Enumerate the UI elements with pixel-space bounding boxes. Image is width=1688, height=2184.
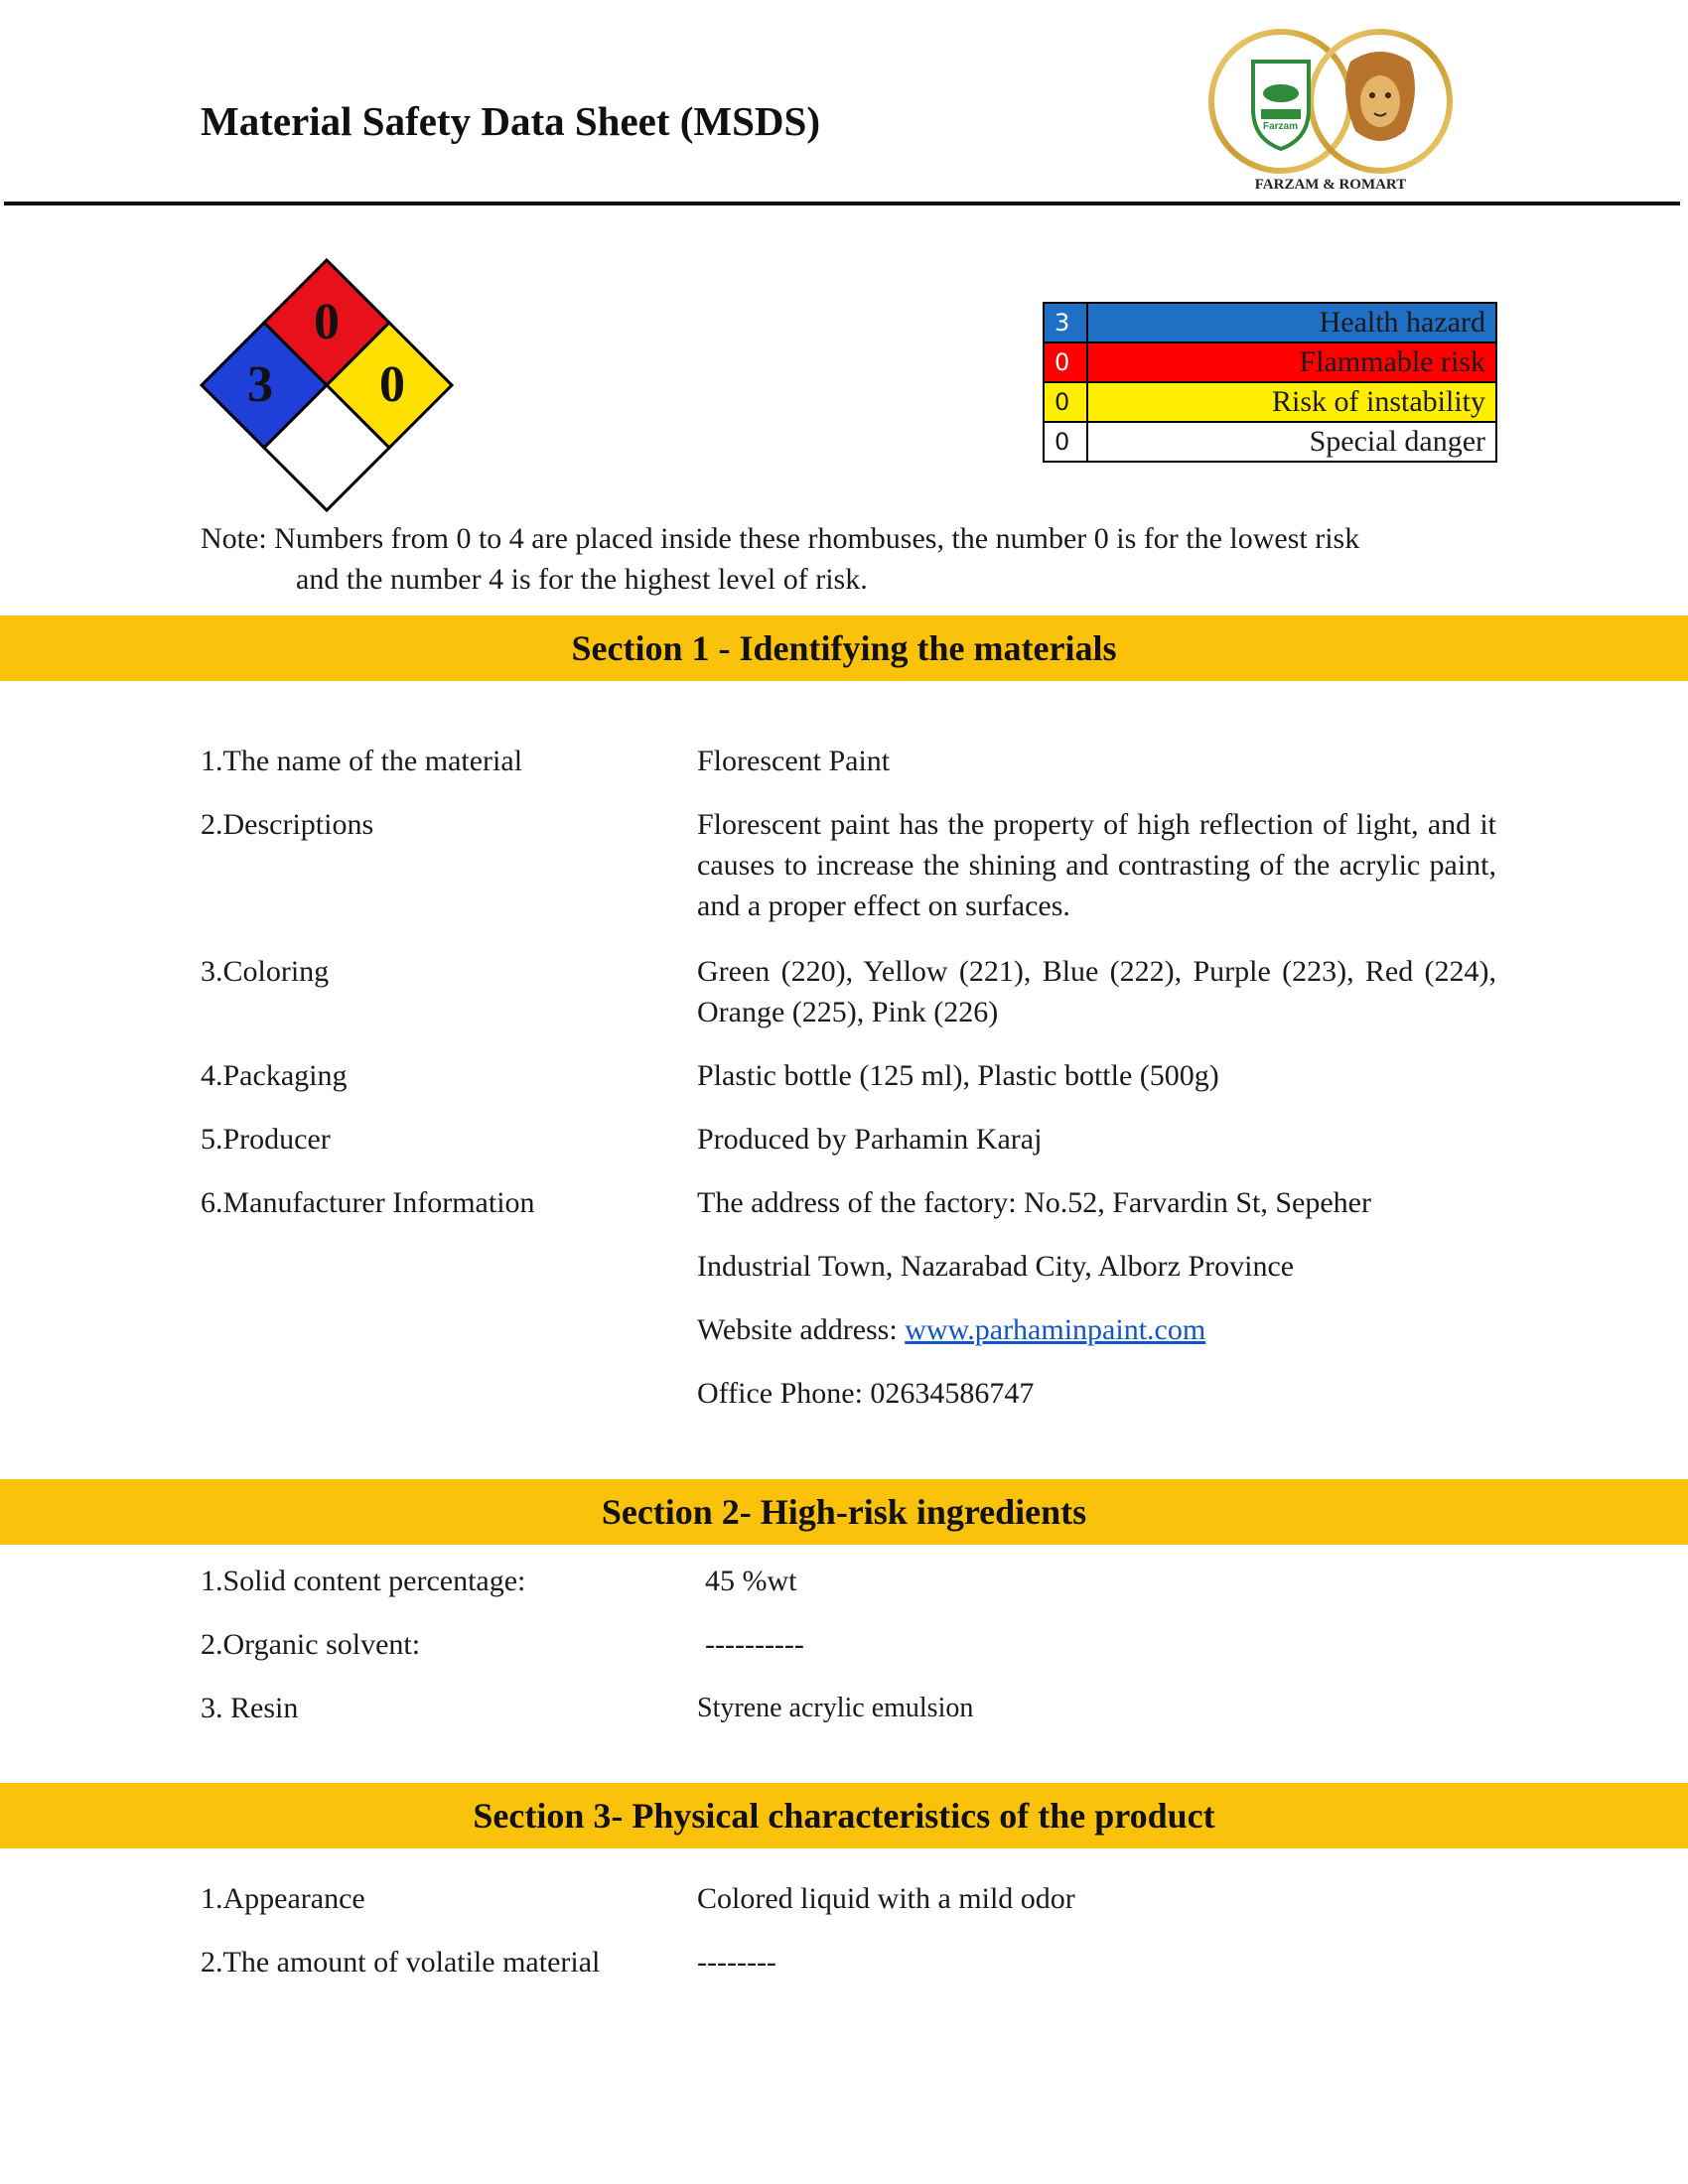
legend-value: 0 (1044, 342, 1087, 382)
legend-value: 0 (1044, 382, 1087, 422)
document-title: Material Safety Data Sheet (MSDS) (201, 98, 820, 144)
field-value: ---------- (705, 1628, 804, 1661)
field-value: Produced by Parhamin Karaj (697, 1123, 1043, 1156)
legend-row-special (1044, 422, 1496, 462)
website-field (697, 1309, 1496, 1350)
legend-value: 0 (1044, 422, 1087, 462)
logo-badge-text: Farzam (1263, 121, 1299, 132)
legend-row-flammable (1044, 342, 1496, 382)
section-1-header: Section 1 - Identifying the materials (0, 615, 1688, 681)
logo-graphic (1201, 22, 1460, 181)
field-value: Florescent paint has the property of high reflection of light, and it causes to increase the shining and contrasting of the acrylic paint, and a proper effect on surfaces. (697, 808, 1496, 922)
field-value: Styrene acrylic emulsion (697, 1693, 974, 1723)
header-divider (4, 202, 1680, 205)
flammability-value: 0 (314, 294, 340, 350)
field-value: Plastic bottle (125 ml), Plastic bottle (500g) (697, 1059, 1219, 1092)
field-value: -------- (697, 1946, 776, 1979)
field-label: 2.Descriptions (201, 808, 374, 841)
field-label: 2.The amount of volatile material (201, 1946, 601, 1979)
field-label: 4.Packaging (201, 1059, 348, 1092)
field-label: 2.Organic solvent: (201, 1628, 421, 1661)
hazard-legend-table (1043, 302, 1497, 463)
legend-row-instability (1044, 382, 1496, 422)
logo-caption: FARZAM & ROMART (1254, 177, 1407, 193)
field-label: 3. Resin (201, 1692, 299, 1724)
field-label: 1.The name of the material (201, 745, 523, 777)
legend-row-health (1044, 303, 1496, 342)
legend-label: Flammable risk (1087, 342, 1496, 382)
office-phone: Office Phone: 02634586747 (697, 1377, 1035, 1410)
field-label: 1.Appearance (201, 1882, 365, 1915)
legend-label: Health hazard (1087, 303, 1496, 342)
section-2-header: Section 2- High-risk ingredients (0, 1479, 1688, 1545)
field-value: The address of the factory: No.52, Farvardin St, Sepeher (697, 1186, 1371, 1219)
instability-value: 0 (379, 356, 405, 413)
field-value: Florescent Paint (697, 745, 891, 777)
section-3-header: Section 3- Physical characteristics of the product (0, 1783, 1688, 1848)
risk-note (201, 518, 1511, 600)
website-link[interactable]: www.parhaminpaint.com (905, 1313, 1206, 1346)
field-label: 6.Manufacturer Information (201, 1186, 535, 1219)
field-label: 1.Solid content percentage: (201, 1565, 526, 1597)
legend-label: Special danger (1087, 422, 1496, 462)
nfpa-diamond (197, 256, 457, 516)
company-logo (1201, 22, 1460, 201)
field-value: Green (220), Yellow (221), Blue (222), Purple (223), Red (224), Orange (225), Pink (226) (697, 955, 1496, 1028)
field-value: Colored liquid with a mild odor (697, 1882, 1075, 1915)
field-label: 3.Coloring (201, 955, 330, 988)
field-label: 5.Producer (201, 1123, 331, 1156)
note-line-1: Note: Numbers from 0 to 4 are placed inside these rhombuses, the number 0 is for the lowest risk (201, 522, 1360, 555)
legend-label: Risk of instability (1087, 382, 1496, 422)
field-value: 45 %wt (705, 1565, 797, 1597)
field-value: Industrial Town, Nazarabad City, Alborz Province (697, 1250, 1295, 1283)
health-value: 3 (247, 356, 273, 413)
note-line-2: and the number 4 is for the highest level of risk. (296, 563, 868, 596)
legend-value: 3 (1044, 303, 1087, 342)
website-label: Website address: (697, 1313, 906, 1346)
